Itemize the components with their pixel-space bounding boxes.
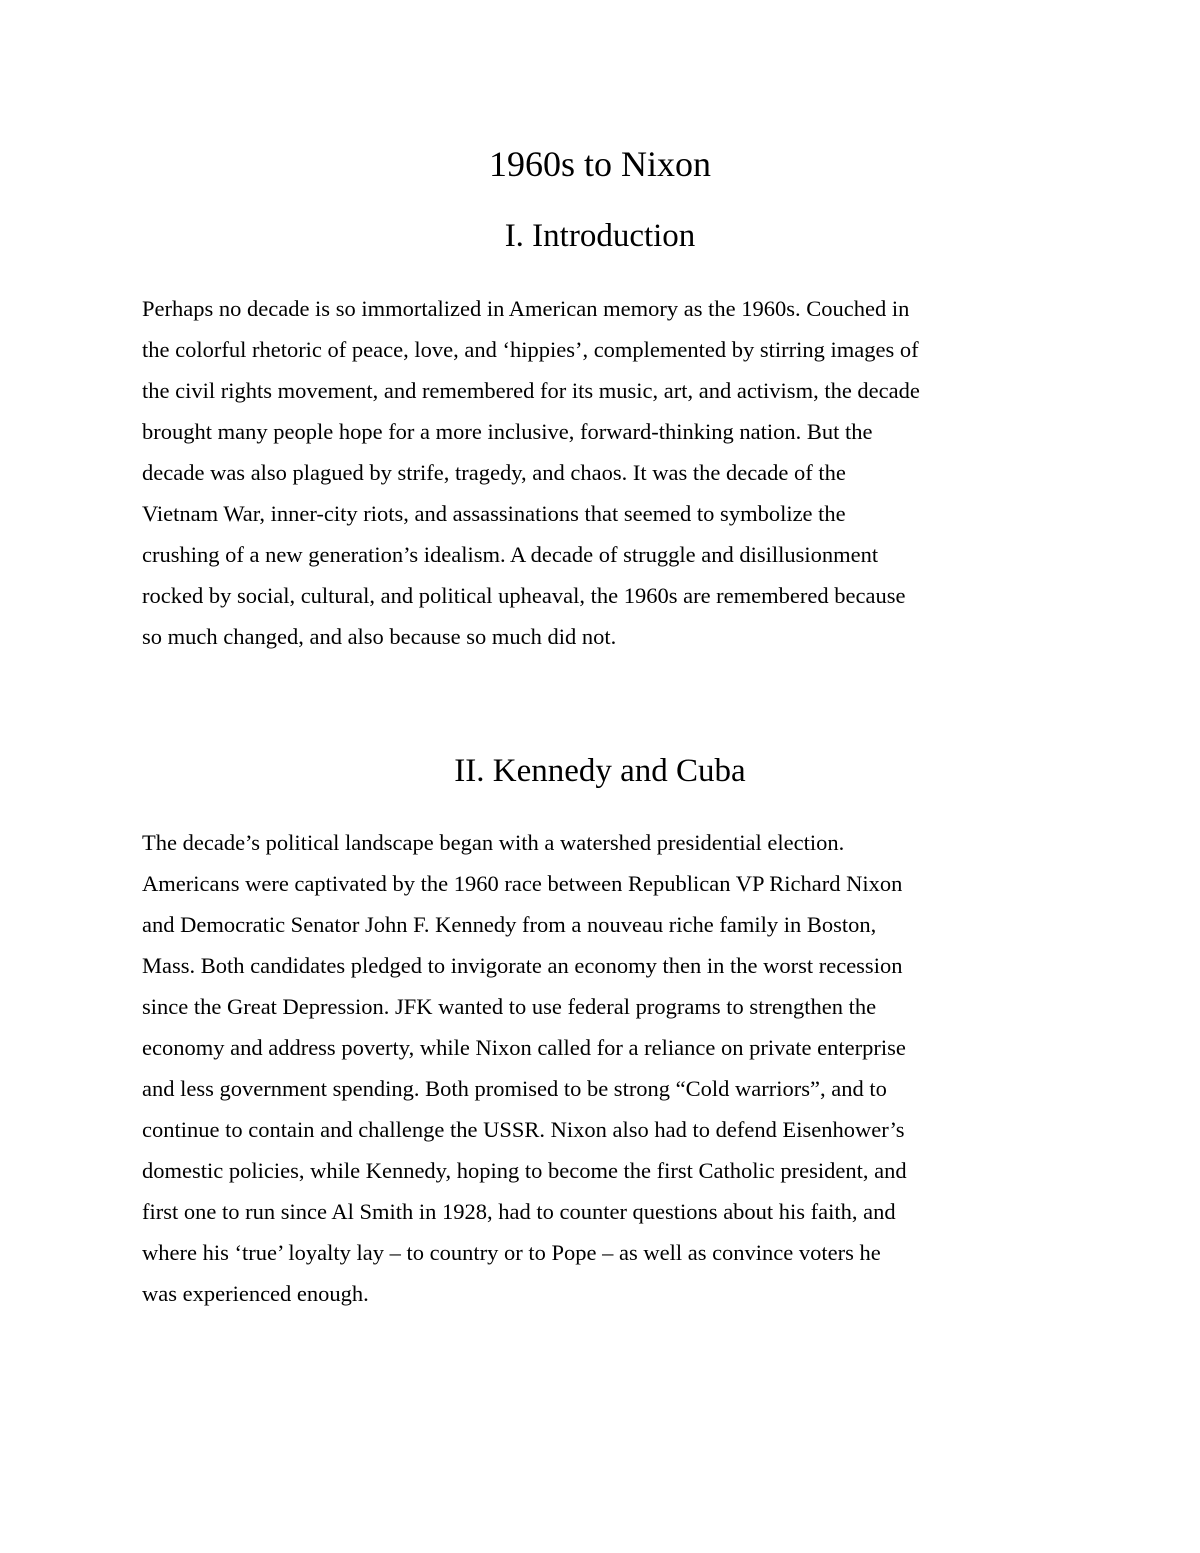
paragraph-line: continue to contain and challenge the USSR. Nixon also had to defend Eisenhower’s [142,1117,905,1142]
paragraph-line: domestic policies, while Kennedy, hoping to become the first Catholic president, and [142,1158,907,1183]
paragraph-line: where his ‘true’ loyalty lay – to country or to Pope – as well as convince voters he [142,1240,881,1265]
paragraph-line: decade was also plagued by strife, tragedy, and chaos. It was the decade of the [142,460,846,485]
paragraph-line: first one to run since Al Smith in 1928, had to counter questions about his faith, and [142,1199,896,1224]
paragraph-line: The decade’s political landscape began with a watershed presidential election. [142,830,845,855]
document-title: 1960s to Nixon [488,144,711,184]
paragraph-line: Mass. Both candidates pledged to invigorate an economy then in the worst recession [142,953,903,978]
paragraph-line: the colorful rhetoric of peace, love, and ‘hippies’, complemented by stirring images of [142,337,919,362]
paragraph-line: the civil rights movement, and remembered for its music, art, and activism, the decade [142,378,920,403]
section-heading-introduction: I. Introduction [504,218,696,254]
paragraph-line: rocked by social, cultural, and political upheaval, the 1960s are remembered because [142,583,906,608]
paragraph-line: Perhaps no decade is so immortalized in American memory as the 1960s. Couched in [142,296,910,321]
paragraph-line: economy and address poverty, while Nixon called for a reliance on private enterprise [142,1035,906,1060]
section-heading-kennedy-and-cuba: II. Kennedy and Cuba [454,753,746,789]
paragraph-line: and less government spending. Both promised to be strong “Cold warriors”, and to [142,1076,887,1101]
paragraph-line: crushing of a new generation’s idealism. A decade of struggle and disillusionment [142,542,879,567]
paragraph-line: Vietnam War, inner-city riots, and assassinations that seemed to symbolize the [142,501,846,526]
paragraph-line: Americans were captivated by the 1960 race between Republican VP Richard Nixon [142,871,903,896]
paragraph-line: so much changed, and also because so much did not. [142,624,617,649]
kennedy-and-cuba-paragraph [142,822,1072,1314]
paragraph-line: brought many people hope for a more inclusive, forward-thinking nation. But the [142,419,873,444]
paragraph-line: was experienced enough. [142,1281,369,1306]
introduction-paragraph [142,288,1072,657]
paragraph-line: since the Great Depression. JFK wanted to use federal programs to strengthen the [142,994,877,1019]
paragraph-line: and Democratic Senator John F. Kennedy from a nouveau riche family in Boston, [142,912,877,937]
